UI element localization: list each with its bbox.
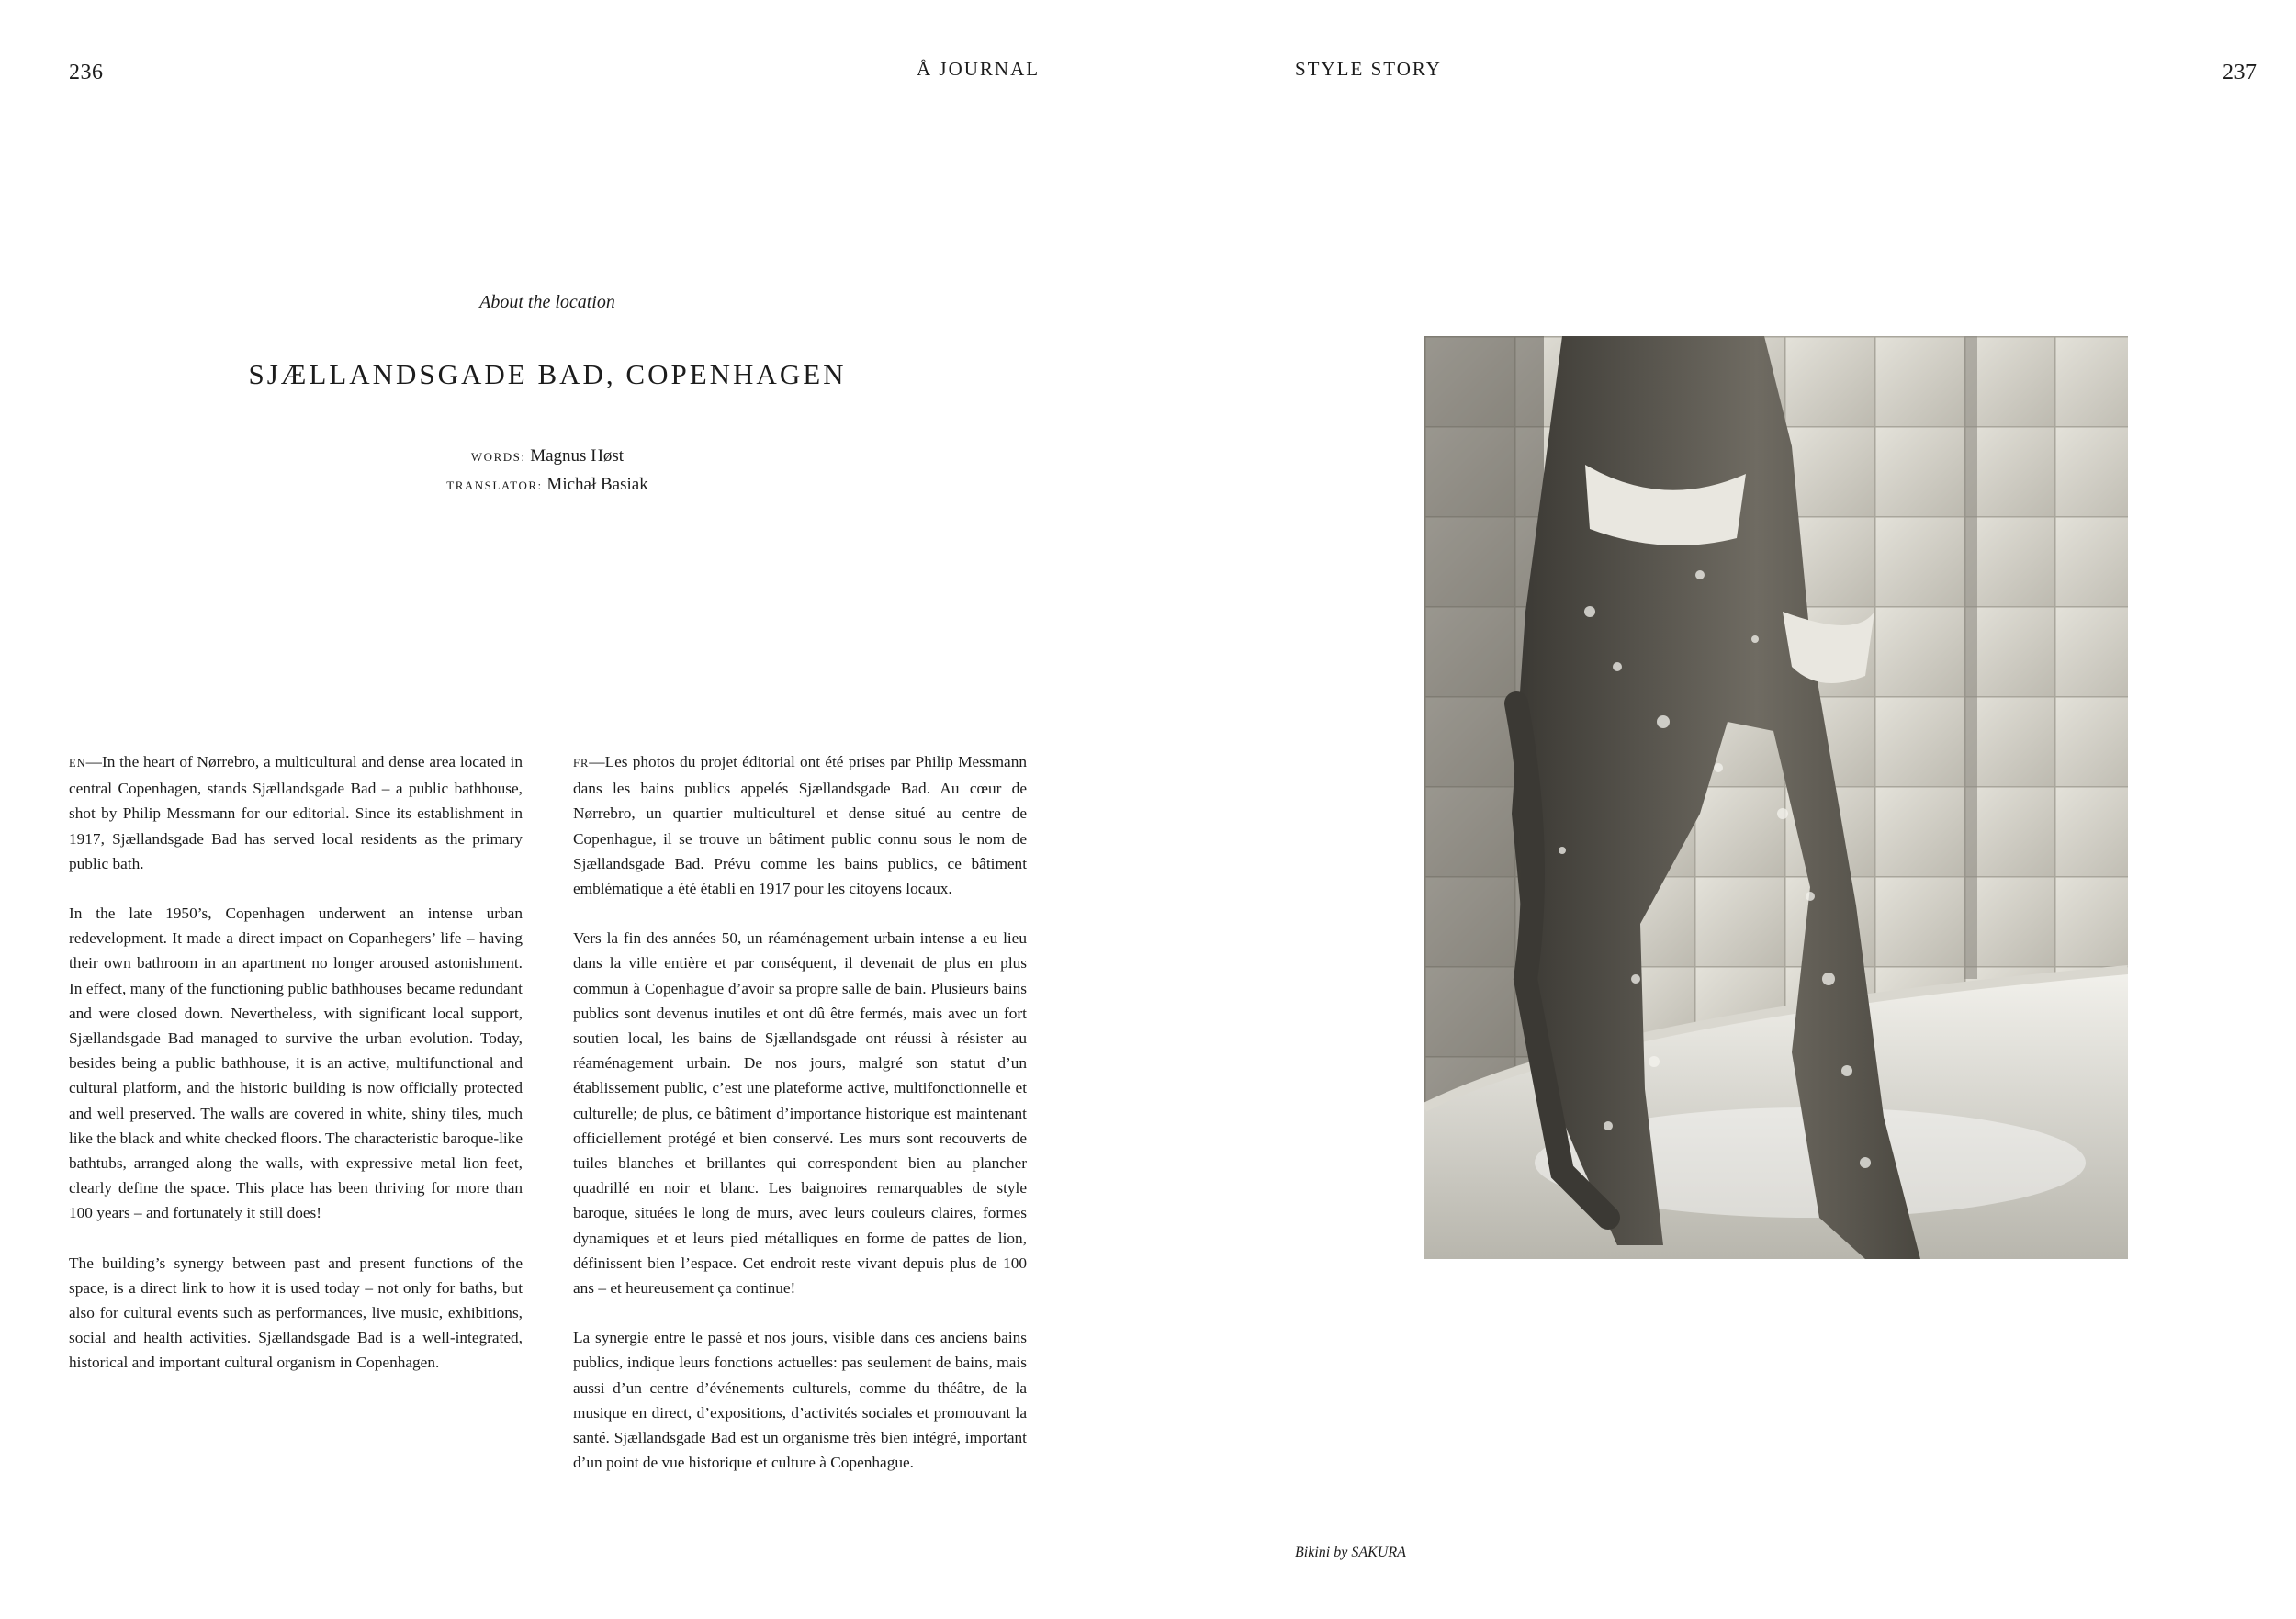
bathhouse-photo [1424, 336, 2128, 1259]
language-tag: FR [573, 757, 590, 770]
english-paragraph: The building’s synergy between past and present functions of the space, is a direct link to how it is used today – not only for baths, but also for cultural events such as performances, live music, exhibitions, social and health activities. Sjællandsgade Bad is a well-integrated, historical and important cultural organism in Copenhagen. [69, 1254, 523, 1372]
english-paragraph: In the late 1950’s, Copenhagen underwent an intense urban redevelopment. It made a direct impact on Copanhegers’ life – having their own bathroom in an apartment no longer aroused astonishment. In effect, many of the functioning public bathhouses became redundant and were closed down. Nevertheless, with significant local support, Sjællandsgade Bad managed to survive the urban evolution. Today, besides being a public bathhouse, it is an active, multifunctional and cultural platform, and the historic building is now officially protected and well preserved. The walls are covered in white, shiny tiles, much like the black and white checked floors. The characteristic baroque-like bathtubs, arranged along the walls, with expressive metal lion feet, clearly define the space. This place has been thriving for more than 100 years – and fortunately it still does! [69, 905, 523, 1222]
article-title: SJÆLLANDSGADE BAD, COPENHAGEN [248, 358, 847, 390]
english-paragraph: EN—In the heart of Nørrebro, a multicultural and dense area located in central Copenhagen, stands Sjællandsgade Bad – a public bathhouse, shot by Philip Messmann for our editorial. Since its establishment in 1917, Sjællandsgade Bad has served local residents as the primary public bath. [69, 753, 523, 872]
article-credits [364, 443, 731, 500]
running-head-left: Å JOURNAL [917, 58, 1041, 80]
credit-translator [364, 471, 731, 500]
credit-label: WORDS: [470, 450, 526, 464]
running-head-right: STYLE STORY [1295, 58, 1442, 80]
french-paragraph: Vers la fin des années 50, un réaménagement urbain intense a eu lieu dans la ville entière et par conséquent, il devenait de plus en plus commun à Copenhague d’avoir sa propre salle de bain. Plusieurs bains publics sont devenus inutiles et ont dû être fermés, mais avec un fort soutien local, les bains de Sjællandsgade ont réussi à résister au réaménagement urbain. De nos jours, malgré son statut d’un établissement public, c’est une plateforme active, multifonctionnelle et culturelle; de plus, ce bâtiment d’importance historique est maintenant officiellement protégé et bien conservé. Les murs sont recouverts de tuiles blanches et brillantes qui correspondent bien au plancher quadrillé en noir et blanc. Les baignoires remarquables de style baroque, situées le long de murs, avec leurs couleurs claires, formes dynamiques et et leurs pied métalliques en forme de pattes de lion, définissent bien l’espace. Cet endroit reste vivant depuis plus de 100 ans – et heureusement ça continue! [573, 929, 1027, 1298]
french-paragraph: La synergie entre le passé et nos jours, visible dans ces anciens bains publics, indique leurs fonctions actuelles: pas seulement de bains, mais aussi d’un centre d’événements culturels, comme du théâtre, de la musique en direct, d’expositions, d’activités sociales et promouvant la santé. Sjællandsgade Bad est un organisme très bien intégré, important d’un point de vue historique et culture à Copenhague. [573, 1329, 1027, 1472]
credit-name: Magnus Høst [530, 446, 625, 466]
english-column [69, 749, 523, 1400]
page-number-right: 237 [2223, 61, 2257, 84]
credit-label: TRANSLATOR: [446, 478, 543, 492]
french-paragraph: FR—Les photos du projet éditorial ont été prises par Philip Messmann dans les bains publics appelés Sjællandsgade Bad. Au cœur de Nørrebro, un quartier multiculturel et dense situé au centre de Copenhague, il se trouve un bâtiment public connu sous le nom de Sjællandsgade Bad. Prévu comme les bains publics, ce bâtiment emblématique a été établi en 1917 pour les citoyens locaux. [573, 753, 1027, 898]
photo-caption: Bikini by SAKURA [1295, 1545, 1406, 1560]
credit-words [364, 443, 731, 471]
section-kicker: About the location [479, 292, 615, 312]
language-tag: EN [69, 757, 86, 770]
photo-illustration [1424, 336, 2128, 1259]
french-column [573, 749, 1027, 1500]
credit-name: Michał Basiak [546, 475, 648, 494]
page-number-left: 236 [69, 61, 104, 84]
